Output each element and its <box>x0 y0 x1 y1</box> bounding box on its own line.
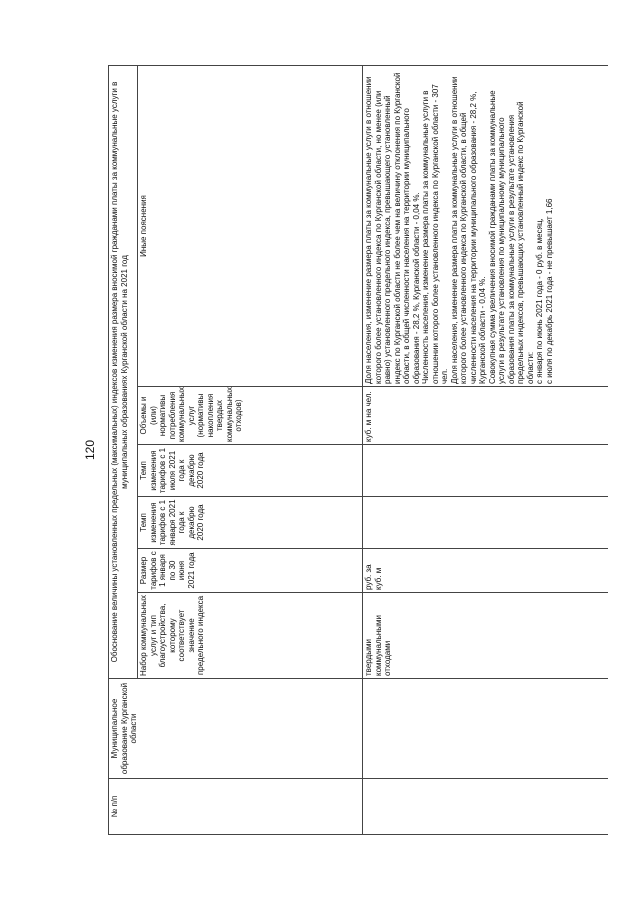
table-container <box>108 65 608 835</box>
cell-tariff-size: руб. за куб. м <box>363 549 609 593</box>
header-num: № п/п <box>109 779 363 835</box>
header-municipality: Муниципальное образование Курганской области <box>109 679 363 779</box>
header-rate-jan: Темп изменения тарифов с 1 января 2021 года к декабрю 2020 года <box>138 497 363 549</box>
page-number: 120 <box>83 439 97 461</box>
note-paragraph: Численность населения, изменение размера платы за коммунальные услуги в отношении которого более установленного индекса по Курганской области - 307 чел. <box>421 84 449 384</box>
note-paragraph: Совокупная сумма увеличения вносимой гражданами платы за коммунальные услуги в результате установления по муниципальному муниципального образования платы за коммунальные услуги в результате установления предельных индексов, превышающих установленный индекс по Курганской области: <box>487 90 535 384</box>
cell-service-set: твердыми коммунальными отходами <box>363 593 609 679</box>
note-paragraph: с января по июнь 2021 года - 0 руб. в месяц, <box>535 218 544 384</box>
header-tariff-size: Размер тарифов с 1 января по 30 июня 2021 года <box>138 549 363 593</box>
cell-num <box>363 779 609 835</box>
header-rate-jul: Темп изменения тарифов с 1 июля 2021 года к декабрю 2020 года <box>138 445 363 497</box>
note-paragraph: Доля населения, изменение размера платы за коммунальные услуги в отношении которого более установленного индекса по Курганской области, но менее (или равно) установленного предельного индекса, превышающего установленный индекс по Курганской области не более чем на величину отклонения по Курганской области, в общей численности населения на территории муниципального образования - 28,2 %, Курганской области - 0,04 %. <box>364 72 421 384</box>
header-service-set: Набор коммунальных услуг и тип благоустройства, которому соответствует значение предельного индекса <box>138 593 363 679</box>
cell-other-notes <box>363 66 609 387</box>
justification-table <box>108 65 608 835</box>
cell-rate-jan <box>363 497 609 549</box>
header-volumes: Объемы и (или) нормативы потребления коммунальных услуг (нормативы накопления твердых коммунальных отходов) <box>138 387 363 445</box>
cell-rate-jul <box>363 445 609 497</box>
rotated-page <box>108 65 608 835</box>
header-title: Обоснование величины установленных предельных (максимальных) индексов изменения размера вносимой гражданами платы за коммунальные услуги в муниципальных образованиях Курганской области на 2021 год <box>109 66 138 679</box>
note-paragraph: Доля населения, изменение размера платы за коммунальные услуги в отношении которого более установленного индекса по Курганской области, в общей численности населения на территории муниципального образования - 28,2 %, Курганской области - 0,04 %. <box>449 76 487 384</box>
cell-municipality <box>363 679 609 779</box>
cell-volumes: куб. м на чел. <box>363 387 609 445</box>
note-paragraph: с июля по декабрь 2021 года - не превышает 1,66 <box>544 198 554 384</box>
header-other-notes: Иные пояснения <box>138 66 363 387</box>
table-row <box>363 66 609 835</box>
